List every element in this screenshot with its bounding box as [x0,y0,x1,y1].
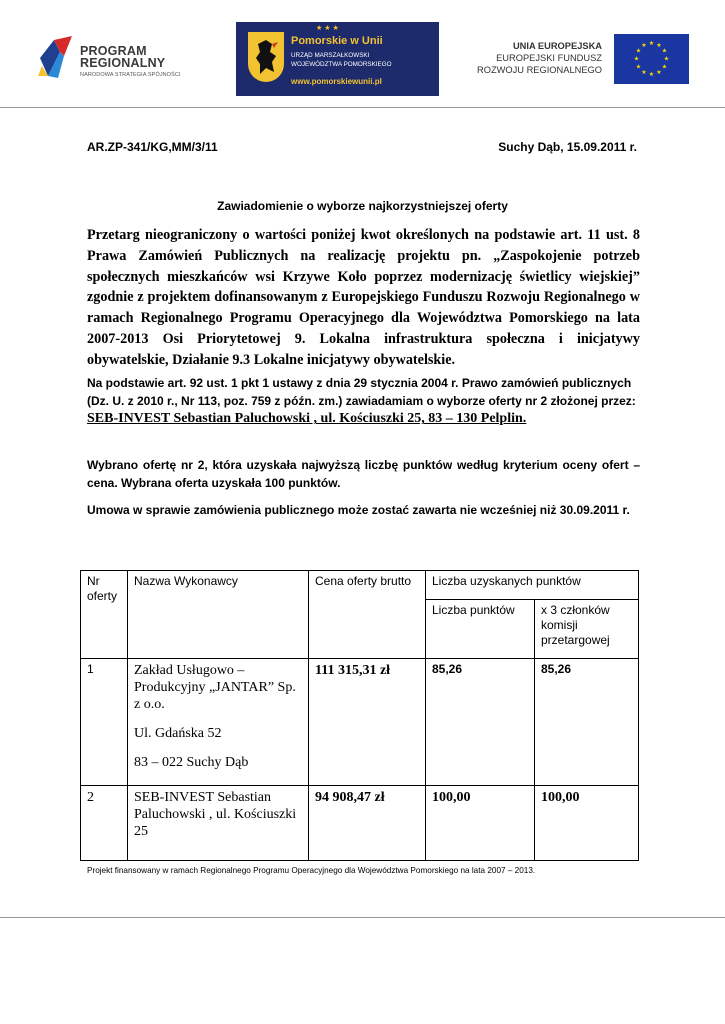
svg-text:★: ★ [641,69,647,76]
svg-text:★: ★ [633,55,640,63]
row2-committee: 100,00 [535,786,639,861]
svg-text:★: ★ [635,63,642,71]
row1-city: 83 – 022 Suchy Dąb [134,755,249,770]
program-regionalny-text [80,45,165,69]
row2-price: 94 908,47 zł [309,786,426,861]
svg-text:★: ★ [648,71,655,78]
svg-text:★: ★ [656,42,662,49]
header-points: Liczba uzyskanych punktów [426,571,639,600]
svg-text:★: ★ [661,47,668,55]
program-regionalny-subtitle: NARODOWA STRATEGIA SPÓJNOŚCI [80,72,181,78]
row1-committee: 85,26 [535,659,639,786]
row1-price: 111 315,31 zł [309,659,426,786]
offers-table [80,570,639,861]
svg-text:★: ★ [663,55,670,63]
selected-contractor: SEB-INVEST Sebastian Paluchowski , ul. Kościuszki 25, 83 – 130 Pelplin. [87,411,527,427]
pomorskie-logo [236,22,439,96]
ue-line3: ROZWOJU REGIONALNEGO [477,65,602,75]
header-price: Cena oferty brutto [309,571,426,659]
ue-line1: UNIA EUROPEJSKA [512,41,602,51]
eu-flag-icon [614,34,689,84]
program-line: PROGRAM [80,44,147,58]
row2-name-line: SEB-INVEST Sebastian Paluchowski , ul. Kościuszki 25 [134,790,297,839]
griffin-shield-icon [248,32,284,82]
ue-text-block [477,40,602,76]
table-row [81,659,639,786]
svg-text:★: ★ [641,42,647,49]
svg-text:★: ★ [635,47,642,55]
svg-text:★: ★ [661,63,668,71]
footer-note: Projekt finansowany w ramach Regionalnego Programu Operacyjnego dla Województwa Pomorskiego na lata 2007 – 2013. [87,866,536,875]
document-reference: AR.ZP-341/KG,MM/3/11 [87,140,218,154]
place-date: Suchy Dąb, 15.09.2011 r. [498,140,637,154]
legal-basis-paragraph [87,375,640,428]
row2-name [128,786,309,861]
header-points-sub: Liczba punktów [426,600,535,659]
program-regionalny-emblem-icon [36,32,76,82]
row1-street: Ul. Gdańska 52 [134,726,222,741]
contract-date-paragraph: Umowa w sprawie zamówienia publicznego może zostać zawarta nie wcześniej niż 30.09.2011 r. [87,503,630,517]
header-nr: Nr oferty [81,571,128,659]
header-name: Nazwa Wykonawcy [128,571,309,659]
legal-basis-text: Na podstawie art. 92 ust. 1 pkt 1 ustawy z dnia 29 stycznia 2004 r. Prawo zamówień publicznych (Dz. U. z 2010 r., Nr 113, poz. 759 z późn. zm.) zawiadamiam o wyborze oferty nr 2 złożonej przez: [87,376,636,408]
table-row [81,786,639,861]
header-divider [0,107,725,108]
regionalny-line: REGIONALNY [80,56,166,70]
pomorskie-title: Pomorskie w Unii [291,35,383,47]
row1-points: 85,26 [426,659,535,786]
svg-text:★: ★ [656,69,662,76]
row1-name [128,659,309,786]
row2-nr: 2 [81,786,128,861]
svg-text:★: ★ [648,40,655,47]
table-header-row [81,571,639,600]
row2-points: 100,00 [426,786,535,861]
row1-name-line: Zakład Usługowo – Produkcyjny „JANTAR” Sp. z o.o. [134,663,296,712]
selection-paragraph: Wybrano ofertę nr 2, która uzyskała najwyższą liczbę punktów według kryterium oceny ofert – cena. Wybrana oferta uzyskała 100 punktów. [87,458,640,490]
pomorskie-stars-icon: ★★★ [316,24,341,32]
row1-nr: 1 [81,659,128,786]
program-regionalny-logo [36,32,196,82]
header-committee: x 3 członków komisji przetargowej [535,600,639,659]
pomorskie-line1: URZĄD MARSZAŁKOWSKI [291,52,370,59]
pomorskie-www: www.pomorskiewunii.pl [291,77,382,86]
pomorskie-line2: WOJEWÓDZTWA POMORSKIEGO [291,61,392,68]
tender-description: Przetarg nieograniczony o wartości poniżej kwot określonych na podstawie art. 11 ust. 8 Prawa Zamówień Publicznych na realizację projektu pn. „Zaspokojenie potrzeb społecznych mieszkańców wsi Krzywe Koło poprzez modernizację świetlicy wiejskiej” zgodnie z projektem dofinansowanym z Europejskiego Funduszu Rozwoju Regionalnego w ramach Regionalnego Programu Operacyjnego dla Województwa Pomorskiego na lata 2007-2013 Osi Priorytetowej 9. Lokalna infrastruktura społeczna i inicjatywy obywatelskie, Działanie 9.3 Lokalne inicjatywy obywatelskie. [87,227,640,368]
document-title: Zawiadomienie o wyborze najkorzystniejszej oferty [217,199,508,213]
ue-line2: EUROPEJSKI FUNDUSZ [496,53,602,63]
footer-divider [0,917,725,918]
